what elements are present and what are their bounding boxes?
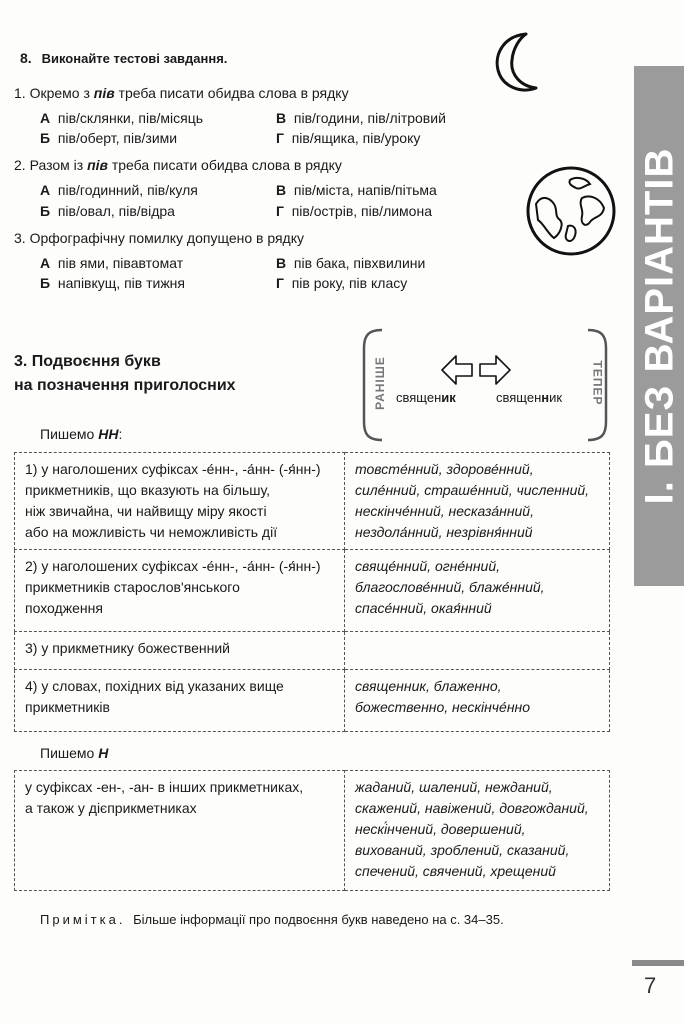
nn-heading: Пишемо НН: — [40, 426, 123, 442]
q2-option-g[interactable]: Г пів/острів, пів/лимона — [276, 203, 432, 219]
note-label: Примітка. — [40, 912, 126, 927]
exercise-number: 8. — [20, 50, 32, 66]
section-heading — [14, 350, 236, 398]
q1-option-g[interactable]: Г пів/ящика, пів/уроку — [276, 130, 421, 146]
note-text: Більше інформації про подвоєння букв наведено на с. 34–35. — [133, 912, 504, 927]
section-number: 3. — [14, 353, 28, 370]
table-row — [15, 453, 610, 550]
left-arrow-icon — [442, 356, 472, 384]
q3-option-g[interactable]: Г пів року, пів класу — [276, 275, 408, 291]
right-arrow-icon — [480, 356, 510, 384]
q2-option-b[interactable]: Б пів/овал, пів/відра — [40, 203, 175, 219]
exercise-heading — [20, 48, 227, 69]
section-sidebar-banner — [634, 66, 684, 586]
rule-cell: 2) у наголошених суфіксах -е́нн-, -а́нн- (-я́нн-) прикметників старослов'янського походження — [15, 550, 345, 632]
section-title-line1: Подвоєння букв — [31, 353, 161, 370]
question-3-prompt: 3. Орфографічну помилку допущено в рядку — [14, 230, 305, 246]
page-number-bar — [632, 960, 684, 966]
rule-cell: 3) у прикметнику божественний — [15, 632, 345, 670]
table-row — [15, 670, 610, 732]
then-now-comparison — [360, 326, 610, 444]
globe-icon — [524, 164, 618, 258]
q1-option-v[interactable]: В пів/години, пів/літровий — [276, 110, 446, 126]
table-row — [15, 550, 610, 632]
section-title-line2: на позначення приголосних — [14, 377, 236, 394]
examples-cell: свяще́нний, огне́нний, благослове́нний, блаже́нний, спасе́нний, окая́нний — [345, 550, 610, 632]
note — [40, 910, 504, 930]
examples-cell: священник, блаженно, божественно, нескінче́нно — [345, 670, 610, 732]
rule-cell: 1) у наголошених суфіксах -е́нн-, -а́нн- (-я́нн-) прикметників, що вказують на більшу, ніж звичайна, чи найвищу міру якості або на можливість чи неможливість дії — [15, 453, 345, 550]
q3-option-b[interactable]: Б напівкущ, пів тижня — [40, 275, 185, 291]
examples-cell: товсте́нний, здорове́нний, силе́нний, страше́нний, численний, нескінче́нний, несказа́нний, нездола́нний, незрівня́нний — [345, 453, 610, 550]
rule-cell: 4) у словах, похідних від указаних вище прикметників — [15, 670, 345, 732]
question-1-prompt: 1. Окремо з пів треба писати обидва слова в рядку — [14, 85, 349, 101]
q2-option-a[interactable]: А пів/годинний, пів/куля — [40, 182, 198, 198]
q1-option-b[interactable]: Б пів/оберт, пів/зими — [40, 130, 178, 146]
rule-cell: у суфіксах -ен-, -ан- в інших прикметниках, а також у дієприкметниках — [15, 771, 345, 891]
exercise-title: Виконайте тестові завдання. — [41, 51, 228, 66]
q3-option-a[interactable]: А пів ями, півавтомат — [40, 255, 184, 271]
now-label: ТЕПЕР — [590, 360, 605, 406]
nn-table — [14, 452, 610, 732]
question-2-prompt: 2. Разом із пів треба писати обидва слова в рядку — [14, 157, 342, 173]
table-row — [15, 771, 610, 891]
now-word: священник — [496, 390, 563, 405]
then-word: священик — [396, 390, 456, 405]
examples-cell: жаданий, шалений, нежданий, скажений, навіжений, довгожданий, нескі́нчений, довершений, вихований, зроблений, сказаний, спечений, свячений, хрещений — [345, 771, 610, 891]
sidebar-title: І. БЕЗ ВАРІАНТІВ — [637, 147, 682, 505]
table-row — [15, 632, 610, 670]
examples-cell — [345, 632, 610, 670]
comparison-brackets — [360, 326, 610, 444]
page-number: 7 — [644, 973, 657, 998]
q2-option-v[interactable]: В пів/міста, напів/пітьма — [276, 182, 437, 198]
q1-option-a[interactable]: А пів/склянки, пів/місяць — [40, 110, 204, 126]
then-label: РАНІШЕ — [372, 356, 387, 410]
n-table — [14, 770, 610, 891]
q3-option-v[interactable]: В пів бака, півхвилини — [276, 255, 426, 271]
moon-icon — [482, 28, 562, 98]
n-heading: Пишемо Н — [40, 745, 109, 761]
